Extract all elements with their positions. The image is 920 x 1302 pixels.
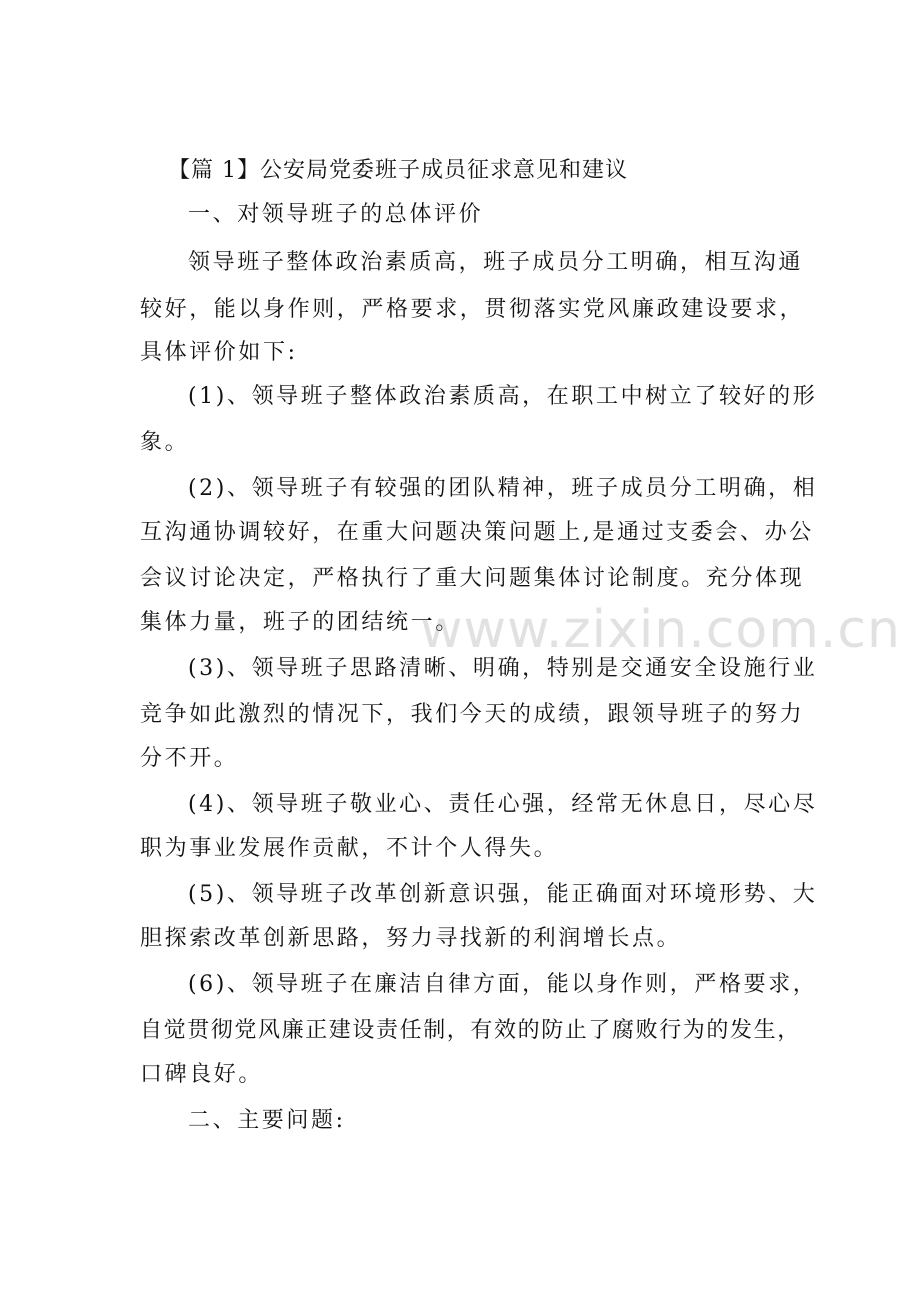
intro-line-1: 领导班子整体政治素质高，班子成员分工明确，相互沟通 xyxy=(188,250,804,275)
section-heading-evaluation: 一、对领导班子的总体评价 xyxy=(188,202,484,227)
item-3-line-2: 竞争如此激烈的情况下，我们今天的成绩，跟领导班子的努力 xyxy=(140,702,805,727)
intro-line-2: 较好，能以身作则，严格要求，贯彻落实党风廉政建设要求， xyxy=(140,297,805,322)
item-5-line-2: 胆探索改革创新思路，努力寻找新的利润增长点。 xyxy=(140,926,682,951)
section-heading-problems: 二、主要问题: xyxy=(188,1108,346,1133)
item-3-line-1: (3)、领导班子思路清晰、明确，特别是交通安全设施行业 xyxy=(188,656,818,681)
item-5-line-1: (5)、领导班子改革创新意识强，能正确面对环境形势、大 xyxy=(188,882,818,907)
item-4-line-1: (4)、领导班子敬业心、责任心强，经常无休息日，尽心尽 xyxy=(188,792,818,817)
document-title: 【篇 1】公安局党委班子成员征求意见和建议 xyxy=(168,158,628,183)
item-4-line-2: 职为事业发展作贡献，不计个人得失。 xyxy=(140,836,559,861)
item-6-line-3: 口碑良好。 xyxy=(140,1062,264,1087)
site-watermark: www.zixin.com.cn xyxy=(420,600,901,660)
item-2-line-3: 会议讨论决定，严格执行了重大问题集体讨论制度。充分体现 xyxy=(140,566,805,591)
item-2-line-1: (2)、领导班子有较强的团队精神，班子成员分工明确，相 xyxy=(188,476,818,501)
item-1-line-2: 象。 xyxy=(140,430,190,455)
item-2-line-4: 集体力量，班子的团结统一。 xyxy=(140,610,460,635)
item-6-line-1: (6)、领导班子在廉洁自律方面，能以身作则，严格要求， xyxy=(188,972,818,997)
item-1-line-1: (1)、领导班子整体政治素质高，在职工中树立了较好的形 xyxy=(188,384,818,409)
item-3-line-3: 分不开。 xyxy=(140,746,239,771)
item-2-line-2: 互沟通协调较好，在重大问题决策问题上,是通过支委会、办公 xyxy=(140,520,814,545)
intro-line-3: 具体评价如下: xyxy=(140,340,298,365)
item-6-line-2: 自觉贯彻党风廉正建设责任制，有效的防止了腐败行为的发生， xyxy=(140,1018,801,1043)
